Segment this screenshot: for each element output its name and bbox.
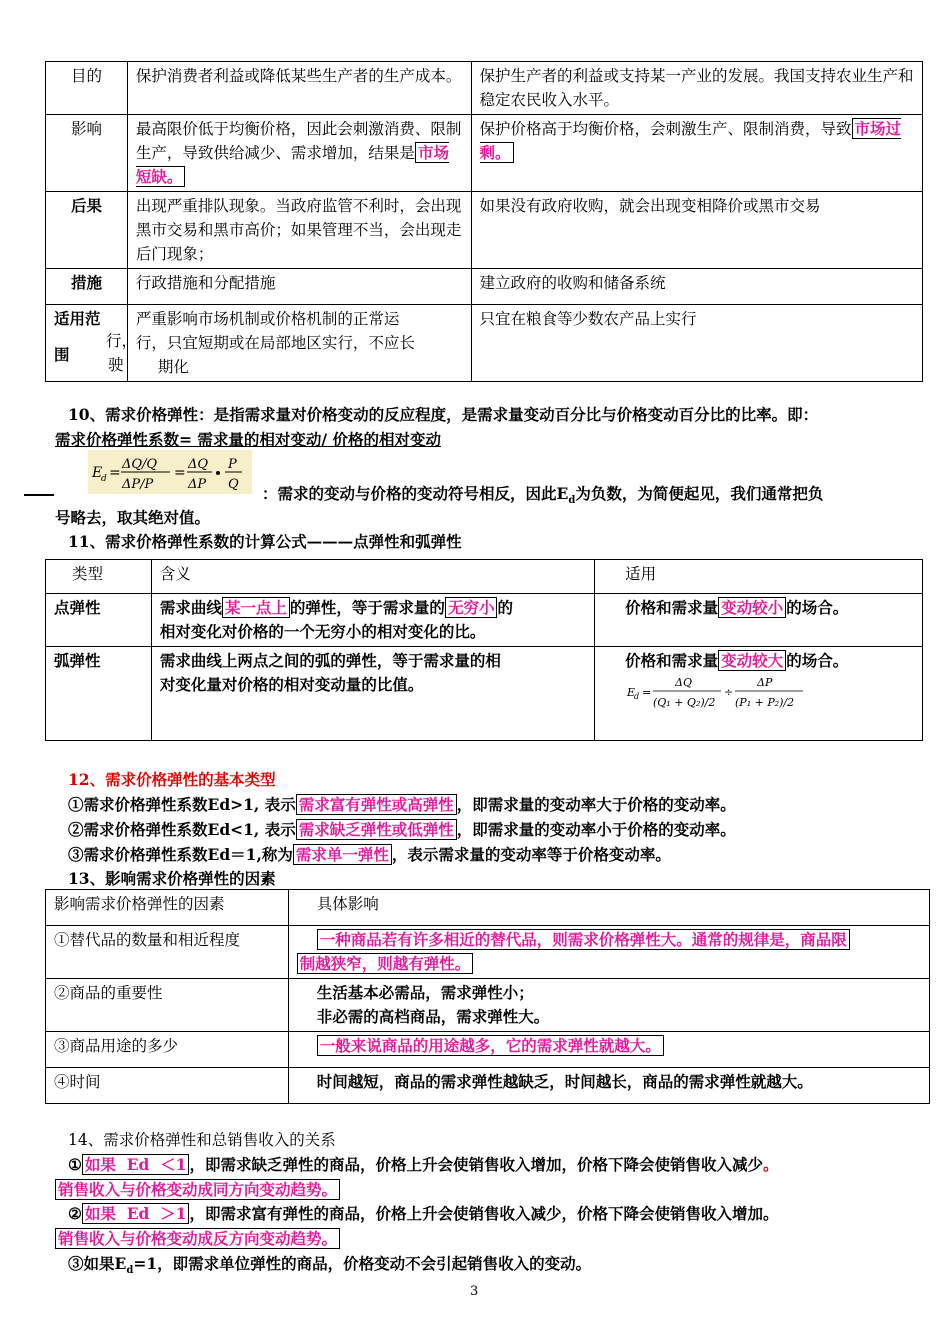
- line-text: ①需求价格弹性系数Ed>1, 表示: [68, 795, 296, 814]
- table-row: [46, 979, 930, 1032]
- elasticity-type-3: [68, 843, 671, 865]
- svg-text:ΔQ: ΔQ: [675, 676, 693, 689]
- revenue-rule-1: [68, 1153, 778, 1175]
- svg-text:=: =: [174, 465, 186, 481]
- table-row: [46, 269, 923, 305]
- type-label: 弧弹性: [46, 647, 152, 741]
- highlight-text: 市场短缺。: [135, 143, 449, 186]
- cell-text: 价格和需求量: [625, 598, 719, 617]
- cell-text: 价格和需求量: [625, 651, 719, 670]
- highlight-text: 销售收入与价格变动成反方向变动趋势。: [55, 1228, 340, 1249]
- section-11-title: 11、需求价格弹性系数的计算公式———点弹性和弧弹性: [68, 532, 462, 551]
- cell-line: 对变化量对价格的相对变动量的比值。: [159, 675, 424, 694]
- label-part: 行，: [106, 332, 138, 350]
- line-text: ②: [68, 1204, 82, 1223]
- table-cell: [127, 115, 471, 192]
- svg-text:P: P: [228, 457, 237, 472]
- table-header-row: [46, 890, 930, 926]
- cell-text: 需求曲线: [159, 598, 222, 617]
- table-row: [46, 192, 923, 269]
- table-cell: 如果没有政府收购，就会出现变相降价或黑市交易: [471, 192, 922, 269]
- label-part: 驶: [108, 356, 124, 374]
- factor-label: ③商品用途的多少: [46, 1032, 289, 1068]
- cell-line: 行，只宜短期或在局部地区实行，不应长: [135, 334, 415, 352]
- note-text: 为负数，为简便起见，我们通常把负: [575, 484, 824, 503]
- section-10-note: [262, 482, 823, 506]
- column-header: 含义: [151, 560, 594, 594]
- table-row: [46, 305, 923, 382]
- highlight-text: 需求单一弹性: [293, 844, 392, 865]
- type-label: 点弹性: [46, 594, 152, 647]
- table-cell: 时间越短，商品的需求弹性越缺乏，时间越长，商品的需求弹性就越大。: [288, 1068, 929, 1104]
- svg-text:ΔP: ΔP: [757, 676, 773, 689]
- row-label: [46, 305, 138, 382]
- line-text: ③需求价格弹性系数Ed＝1,称为: [68, 845, 293, 864]
- table-cell: [288, 926, 929, 979]
- factor-label: ②商品的重要性: [46, 979, 289, 1032]
- table-cell: 保护消费者利益或降低某些生产者的生产成本。: [127, 62, 471, 115]
- svg-text:(P₁ + P₂)/2: (P₁ + P₂)/2: [735, 696, 795, 709]
- label-part: 适用范: [54, 309, 101, 328]
- table-cell: 行政措施和分配措施: [127, 269, 471, 305]
- highlight-text: 一般来说商品的用途越多，它的需求弹性就越大。: [317, 1035, 664, 1056]
- cell-text: 的场合。: [786, 651, 849, 670]
- table-header-row: [46, 560, 923, 594]
- table-cell: [288, 1032, 929, 1068]
- line-text: ，即需求量的变动率大于价格的变动率。: [456, 795, 736, 814]
- section-12-title: 12、需求价格弹性的基本类型: [68, 770, 276, 789]
- revenue-rule-1-conclusion: [55, 1178, 340, 1200]
- svg-text:E: E: [92, 465, 103, 481]
- table-cell: [595, 647, 923, 741]
- highlight-text: 无穷小: [445, 597, 498, 618]
- policy-comparison-table: [45, 61, 923, 382]
- line-text: ，即需求量的变动率小于价格的变动率。: [456, 820, 736, 839]
- table-cell: [151, 594, 594, 647]
- line-text: ，表示需求量的变动率等于价格变动率。: [391, 845, 671, 864]
- section-10-title: 10、需求价格弹性：是指需求量对价格变动的反应程度，是需求量变动百分比与价格变动百分比的比率。即：: [68, 405, 819, 424]
- highlight-text: 需求缺乏弹性或低弹性: [296, 819, 457, 840]
- row-label: 影响: [46, 115, 128, 192]
- revenue-rule-2-conclusion: [55, 1227, 340, 1249]
- margin-dash: [24, 494, 54, 496]
- column-header: 类型: [46, 560, 152, 594]
- line-text: =1，即需求单位弹性的商品，价格变动不会引起销售收入的变动。: [133, 1254, 592, 1273]
- line-text: ②需求价格弹性系数Ed<1, 表示: [68, 820, 296, 839]
- section-14-title: 14、需求价格弹性和总销售收入的关系: [68, 1131, 336, 1149]
- svg-text:d: d: [101, 474, 107, 484]
- svg-text:ΔP/P: ΔP/P: [122, 477, 154, 492]
- cell-line: 期化: [157, 358, 189, 376]
- elasticity-type-2: [68, 818, 736, 840]
- table-cell: 建立政府的收购和储备系统: [471, 269, 922, 305]
- note-sub: d: [568, 495, 576, 507]
- elasticity-definition: 需求价格弹性系数= 需求量的相对变动/ 价格的相对变动: [55, 430, 441, 449]
- cell-line: 生活基本必需品，需求弹性小；: [316, 983, 534, 1002]
- cell-line: 需求曲线上两点之间的弧的弹性，等于需求量的相: [159, 651, 501, 670]
- svg-text:÷: ÷: [724, 686, 734, 699]
- revenue-rule-2: [68, 1202, 778, 1224]
- section-13-title: 13、影响需求价格弹性的因素: [68, 869, 276, 888]
- revenue-rule-3: [68, 1252, 591, 1276]
- column-header: 适用: [595, 560, 923, 594]
- formula-svg: [88, 450, 252, 494]
- highlight-text: 销售收入与价格变动成同方向变动趋势。: [55, 1179, 340, 1200]
- highlight-text: 如果 Ed ＞1: [82, 1203, 190, 1224]
- line-sub: d: [126, 1265, 134, 1277]
- label-part: 围: [54, 345, 70, 364]
- cell-line: 严重影响市场机制或价格机制的正常运: [135, 310, 400, 328]
- table-cell: 保护生产者的利益或支持某一产业的发展。我国支持农业生产和稳定农民收入水平。: [471, 62, 922, 115]
- svg-text:E: E: [627, 686, 636, 699]
- elasticity-type-1: [68, 793, 736, 815]
- table-row: [46, 115, 923, 192]
- table-cell: [288, 979, 929, 1032]
- cell-line: 相对变化对价格的一个无穷小的相对变化的比。: [159, 622, 486, 641]
- table-row: [46, 594, 923, 647]
- line-text: ，即需求缺乏弹性的商品，价格上升会使销售收入增加，价格下降会使销售收入减少: [189, 1155, 763, 1174]
- svg-text:Q: Q: [228, 477, 239, 492]
- highlight-text: 某一点上: [222, 597, 290, 618]
- table-cell: [595, 594, 923, 647]
- line-text: ①: [68, 1155, 82, 1174]
- table-row: [46, 926, 930, 979]
- line-text: ，即需求富有弹性的商品，价格上升会使销售收入减少，价格下降会使销售收入增加。: [189, 1204, 779, 1223]
- svg-text:ΔP: ΔP: [188, 477, 207, 492]
- row-label: 后果: [46, 192, 128, 269]
- cell-text: 的弹性，等于需求量的: [289, 598, 445, 617]
- highlight-text: 需求富有弹性或高弹性: [296, 794, 457, 815]
- table-row: [46, 1032, 930, 1068]
- highlight-text: 如果 Ed ＜1: [82, 1154, 190, 1175]
- row-label: 措施: [46, 269, 128, 305]
- line-text: 。: [762, 1155, 779, 1174]
- note-text: ：需求的变动与价格的变动符号相反，因此E: [262, 484, 569, 503]
- elasticity-factors-table: [45, 889, 930, 1104]
- table-row: [46, 62, 923, 115]
- elasticity-formula-table: [45, 559, 923, 741]
- section-10-note-cont: 号略去，取其绝对值。: [55, 508, 211, 527]
- svg-text:ΔQ/Q: ΔQ/Q: [122, 457, 158, 472]
- cell-text: 保护价格高于均衡价格，会刺激生产、限制消费，导致: [479, 120, 852, 138]
- table-cell: [151, 647, 594, 741]
- cell-text: 最高限价低于均衡价格，因此会刺激消费、限制生产，导致供给减少、需求增加，结果是: [135, 120, 462, 162]
- factor-label: ①替代品的数量和相近程度: [46, 926, 289, 979]
- line-text: ③如果E: [68, 1254, 127, 1273]
- page-number: 3: [470, 1284, 479, 1299]
- table-row: [46, 647, 923, 741]
- svg-text:ΔQ: ΔQ: [188, 457, 209, 472]
- table-cell: 出现严重排队现象。当政府监管不利时，会出现黑市交易和黑市高价；如果管理不当，会出现走后门现象；: [127, 192, 471, 269]
- elasticity-formula-image: [88, 450, 252, 494]
- svg-text:=: =: [109, 465, 121, 481]
- svg-text:d: d: [634, 692, 640, 701]
- cell-text: 的场合。: [786, 598, 849, 617]
- highlight-text: 制越狭窄，则越有弹性。: [297, 953, 474, 974]
- highlight-text: 一种商品若有许多相近的替代品，则需求价格弹性大。通常的规律是，商品限: [317, 929, 850, 950]
- table-row: [46, 1068, 930, 1104]
- column-header: 影响需求价格弹性的因素: [46, 890, 289, 926]
- table-cell: [471, 115, 922, 192]
- column-header: 具体影响: [288, 890, 929, 926]
- svg-text:(Q₁ + Q₂)/2: (Q₁ + Q₂)/2: [653, 696, 716, 709]
- cell-text: 的: [497, 598, 513, 617]
- highlight-text: 市场过剩。: [479, 119, 902, 162]
- arc-elasticity-formula: [625, 673, 815, 713]
- factor-label: ④时间: [46, 1068, 289, 1104]
- table-cell: 只宜在粮食等少数农产品上实行: [471, 305, 922, 382]
- highlight-text: 变动较小: [718, 597, 786, 618]
- highlight-text: 变动较大: [718, 650, 786, 671]
- svg-text:=: =: [642, 686, 652, 699]
- row-label: 目的: [46, 62, 128, 115]
- cell-line: 非必需的高档商品，需求弹性大。: [316, 1007, 550, 1026]
- table-cell: [127, 305, 471, 382]
